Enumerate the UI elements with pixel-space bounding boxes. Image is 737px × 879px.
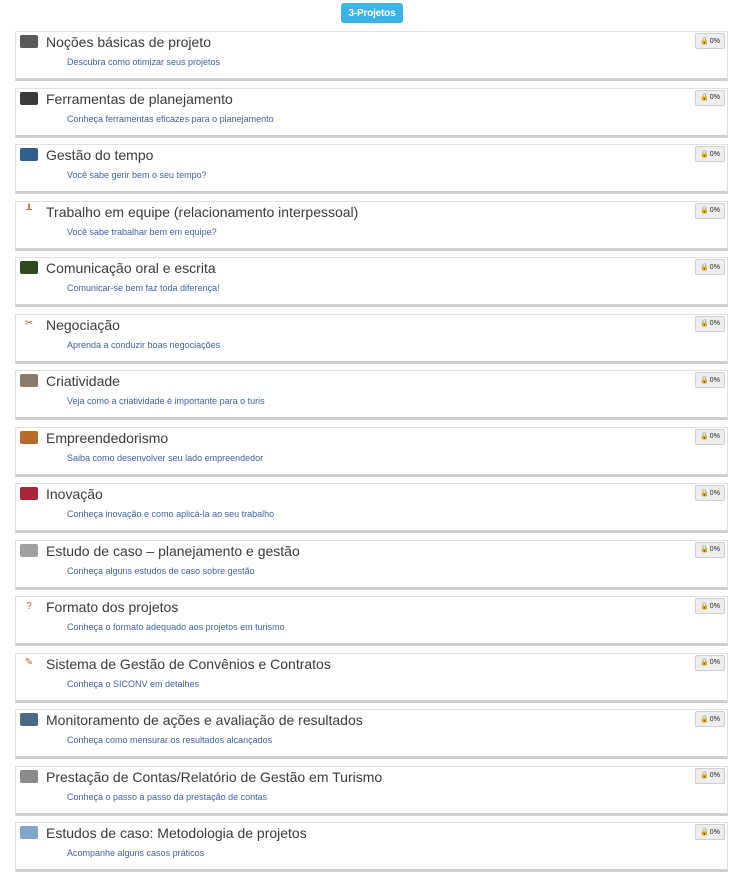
lock-icon: 🔒 (700, 602, 709, 610)
lesson-thumbnail-icon: ┸ (20, 205, 38, 218)
lesson-card[interactable] (15, 540, 728, 590)
progress-badge (695, 542, 725, 558)
progress-percent: 0% (709, 37, 720, 45)
progress-badge (695, 316, 725, 332)
progress-percent: 0% (709, 715, 720, 723)
progress-badge (695, 824, 725, 840)
lock-icon: 🔒 (700, 207, 709, 214)
progress-badge (695, 429, 725, 445)
progress-badge (695, 768, 725, 784)
lesson-card[interactable] (15, 653, 728, 703)
lesson-title[interactable]: Prestação de Contas/Relatório de Gestão em Turismo (46, 768, 383, 785)
lock-icon: 🔒 (700, 433, 709, 440)
lock-icon: 🔒 (700, 150, 709, 158)
lesson-card[interactable] (15, 766, 728, 816)
lesson-thumbnail-icon (20, 431, 38, 444)
lesson-title[interactable]: Comunicação oral e escrita (46, 260, 216, 276)
lesson-card[interactable] (15, 314, 728, 364)
lesson-thumbnail-icon (20, 487, 38, 500)
lesson-subtitle: Você sabe gerir bem o seu tempo? (67, 170, 207, 180)
lesson-thumbnail-icon: ? (20, 600, 38, 613)
lesson-subtitle: Você sabe trabalhar bem em equipe? (67, 226, 217, 237)
lesson-card[interactable] (15, 822, 728, 872)
progress-badge (695, 372, 725, 388)
lesson-subtitle: Comunicar-se bem faz toda diferença! (67, 283, 220, 293)
progress-badge (695, 203, 725, 219)
lock-icon: 🔒 (700, 37, 709, 45)
progress-badge (695, 33, 725, 49)
lesson-thumbnail-icon (20, 148, 38, 161)
lesson-title[interactable]: Trabalho em equipe (relacionamento interpessoal) (46, 203, 359, 220)
lesson-card[interactable] (15, 709, 728, 759)
lesson-subtitle: Conheça como mensurar os resultados alcançados (67, 735, 273, 745)
progress-percent: 0% (709, 659, 720, 666)
lock-icon: 🔒 (700, 263, 709, 271)
progress-badge (695, 90, 725, 106)
progress-badge (695, 598, 725, 614)
lesson-title[interactable]: Sistema de Gestão de Convênios e Contratos (46, 655, 331, 672)
lock-icon: 🔒 (700, 828, 709, 836)
lesson-title[interactable]: Estudo de caso – planejamento e gestão (46, 542, 300, 559)
progress-percent: 0% (709, 150, 720, 158)
lesson-subtitle: Saiba como desenvolver seu lado empreendedor (67, 452, 264, 463)
lesson-list (15, 31, 728, 879)
lesson-card[interactable] (15, 483, 728, 533)
lesson-subtitle: Acompanhe alguns casos práticos (67, 848, 205, 858)
lesson-title[interactable]: Inovação (46, 486, 103, 502)
progress-percent: 0% (709, 828, 720, 836)
progress-percent: 0% (709, 489, 720, 497)
lesson-title[interactable]: Formato dos projetos (46, 599, 179, 615)
lock-icon: 🔒 (700, 546, 709, 553)
lesson-title[interactable]: Negociação (46, 316, 120, 333)
progress-badge (695, 485, 725, 501)
lesson-title[interactable]: Criatividade (46, 373, 120, 389)
lesson-subtitle: Veja como a criatividade é importante para o turis (67, 396, 265, 406)
progress-badge (695, 655, 725, 671)
lesson-card[interactable] (15, 144, 728, 194)
lock-icon: 🔒 (700, 94, 709, 101)
lesson-subtitle: Aprenda a conduzir boas negociações (67, 339, 221, 350)
lesson-thumbnail-icon (20, 92, 38, 105)
lesson-thumbnail-icon (20, 35, 38, 48)
lesson-subtitle: Descubra como otimizar seus projetos (67, 57, 221, 67)
lesson-title[interactable]: Monitoramento de ações e avaliação de resultados (46, 712, 363, 728)
lesson-subtitle: Conheça o passo a passo da prestação de contas (67, 791, 268, 802)
lesson-card[interactable] (15, 370, 728, 420)
lesson-subtitle: Conheça inovação e como aplicá-la ao seu trabalho (67, 509, 275, 519)
lesson-thumbnail-icon (20, 713, 38, 726)
lesson-thumbnail-icon (20, 826, 38, 839)
lock-icon: 🔒 (700, 772, 709, 779)
lesson-subtitle: Conheça o SICONV em detalhes (67, 678, 200, 689)
progress-percent: 0% (709, 602, 720, 610)
lesson-card[interactable] (15, 201, 728, 251)
lesson-card[interactable] (15, 88, 728, 138)
lesson-card[interactable] (15, 427, 728, 477)
progress-percent: 0% (709, 772, 720, 779)
lock-icon: 🔒 (700, 659, 709, 666)
lesson-title[interactable]: Noções básicas de projeto (46, 34, 211, 50)
progress-badge (695, 711, 725, 727)
progress-percent: 0% (709, 207, 720, 214)
lesson-thumbnail-icon (20, 261, 38, 274)
lock-icon: 🔒 (700, 376, 709, 384)
lesson-thumbnail-icon (20, 544, 38, 557)
lock-icon: 🔒 (700, 715, 709, 723)
lesson-card[interactable] (15, 596, 728, 646)
progress-badge (695, 146, 725, 162)
progress-percent: 0% (709, 433, 720, 440)
progress-percent: 0% (709, 320, 720, 327)
lesson-thumbnail-icon: ✎ (20, 657, 38, 670)
lesson-title[interactable]: Estudos de caso: Metodologia de projetos (46, 825, 307, 841)
progress-percent: 0% (709, 376, 720, 384)
lesson-subtitle: Conheça ferramentas eficazes para o planejamento (67, 113, 274, 124)
lesson-thumbnail-icon (20, 374, 38, 387)
lesson-title[interactable]: Ferramentas de planejamento (46, 90, 233, 107)
module-header-button[interactable]: 3-Projetos (341, 3, 403, 23)
progress-percent: 0% (709, 94, 720, 101)
lesson-title[interactable]: Gestão do tempo (46, 147, 154, 163)
progress-percent: 0% (709, 263, 720, 271)
lesson-subtitle: Conheça o formato adequado aos projetos em turismo (67, 622, 285, 632)
lesson-card[interactable] (15, 31, 728, 81)
progress-badge (695, 259, 725, 275)
lesson-subtitle: Conheça alguns estudos de caso sobre gestão (67, 565, 255, 576)
lesson-thumbnail-icon: ✂ (20, 318, 38, 331)
lesson-thumbnail-icon (20, 770, 38, 783)
lesson-title[interactable]: Empreendedorismo (46, 429, 169, 446)
lock-icon: 🔒 (700, 320, 709, 327)
lock-icon: 🔒 (700, 489, 709, 497)
progress-percent: 0% (709, 546, 720, 553)
lesson-card[interactable] (15, 257, 728, 307)
